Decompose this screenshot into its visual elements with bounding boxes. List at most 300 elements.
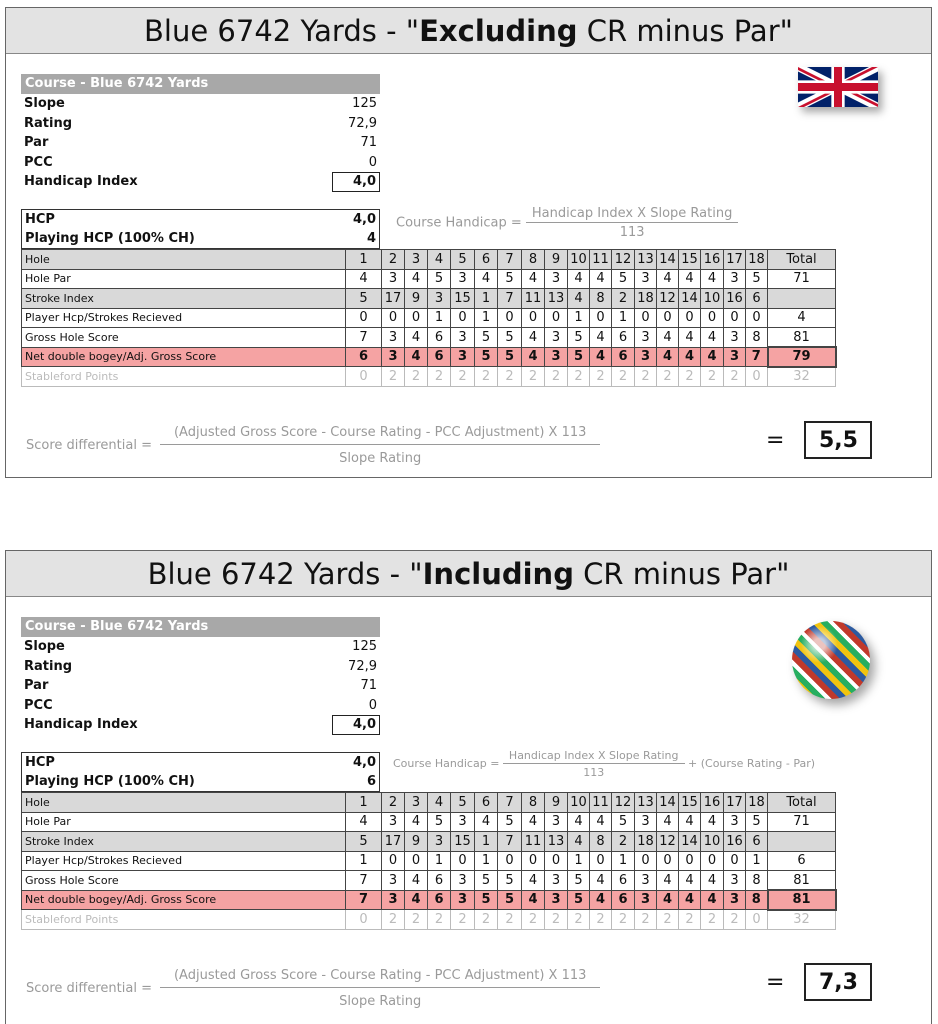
hole-cell: 3: [545, 269, 568, 289]
scorecard-table: [21, 249, 837, 387]
hole-cell: 0: [405, 851, 428, 871]
hole-cell: 4: [568, 269, 590, 289]
hole-cell[interactable]: 3: [451, 328, 475, 348]
rating-value: 72,9: [348, 115, 377, 131]
hole-cell[interactable]: 4: [701, 328, 724, 348]
hole-cell[interactable]: 3: [635, 871, 657, 891]
playing-hcp-row: Playing HCP (100% CH) 6: [25, 774, 376, 789]
hole-cell: 2: [679, 367, 701, 387]
hole-cell: 2: [545, 367, 568, 387]
hole-cell: 0: [724, 851, 746, 871]
hole-cell: 4: [522, 269, 545, 289]
hole-cell: 4: [568, 812, 590, 832]
hole-cell: 4: [657, 890, 679, 910]
hole-cell: 3: [545, 890, 568, 910]
hole-cell: 5: [612, 812, 635, 832]
hole-cell: 2: [428, 367, 451, 387]
hole-cell: 4: [701, 269, 724, 289]
hole-cell: 5: [498, 347, 522, 367]
score-differential-value: 5,5: [804, 421, 872, 459]
hole-cell: 1: [346, 793, 382, 813]
slope-value: 125: [352, 96, 377, 111]
hole-cell: 3: [382, 890, 405, 910]
hole-cell: 16: [724, 832, 746, 852]
hcp-row: HCP 4,0: [25, 755, 376, 770]
slope-value: 125: [352, 639, 377, 654]
hole-cell: 0: [701, 308, 724, 328]
handicap-index-input[interactable]: 4,0: [332, 715, 380, 735]
hole-cell: 4: [346, 812, 382, 832]
par-row: Par 71: [21, 133, 380, 153]
hcp-value: 4,0: [352, 755, 376, 770]
scorecard-row-net: [22, 347, 836, 367]
hcp-box: [21, 752, 380, 792]
hole-cell: 14: [679, 832, 701, 852]
hole-cell: 1: [428, 851, 451, 871]
hole-cell: 2: [545, 910, 568, 930]
hole-cell: 12: [612, 250, 635, 270]
course-info: [21, 74, 380, 192]
hole-cell: 4: [405, 812, 428, 832]
hole-cell: 2: [522, 910, 545, 930]
hole-cell: 2: [635, 910, 657, 930]
hole-cell: 6: [475, 793, 498, 813]
total-cell: Total: [768, 793, 836, 813]
playing-hcp-row: Playing HCP (100% CH) 4: [25, 231, 376, 246]
hole-cell: 12: [612, 793, 635, 813]
hole-cell: 7: [498, 793, 522, 813]
row-label: Net double bogey/Adj. Gross Score: [22, 890, 346, 910]
hole-cell: 3: [724, 269, 746, 289]
hole-cell: 0: [522, 851, 545, 871]
hole-cell: 5: [451, 250, 475, 270]
total-cell: 81: [768, 890, 836, 910]
hole-cell: 4: [590, 890, 612, 910]
hole-cell: 2: [568, 910, 590, 930]
hole-cell: 2: [612, 832, 635, 852]
hole-cell[interactable]: 4: [590, 871, 612, 891]
total-cell: 71: [768, 269, 836, 289]
hole-cell: 1: [346, 250, 382, 270]
hole-cell[interactable]: 3: [724, 871, 746, 891]
hole-cell[interactable]: 4: [679, 871, 701, 891]
hole-cell: 4: [701, 890, 724, 910]
hole-cell: 4: [657, 269, 679, 289]
hole-cell[interactable]: 3: [382, 328, 405, 348]
hole-cell[interactable]: 4: [522, 328, 545, 348]
row-label: Stroke Index: [22, 832, 346, 852]
hole-cell: 3: [545, 812, 568, 832]
hole-cell: 2: [590, 367, 612, 387]
hole-cell: 1: [568, 308, 590, 328]
handicap-index-input[interactable]: 4,0: [332, 172, 380, 192]
hole-cell: 0: [382, 851, 405, 871]
hole-cell: 18: [635, 832, 657, 852]
hole-cell: 12: [657, 832, 679, 852]
hole-cell: 2: [475, 910, 498, 930]
hole-cell: 1: [746, 851, 768, 871]
scorecard-row-si: [22, 832, 836, 852]
hole-cell: 3: [724, 347, 746, 367]
hole-cell: 5: [498, 269, 522, 289]
hole-cell: 9: [545, 793, 568, 813]
pcc-row: PCC 0: [21, 696, 380, 716]
hole-cell: 5: [428, 269, 451, 289]
rating-row: Rating 72,9: [21, 657, 380, 677]
hole-cell: 0: [746, 367, 768, 387]
hole-cell: 0: [382, 308, 405, 328]
hole-cell: 1: [475, 289, 498, 309]
hole-cell: 5: [612, 269, 635, 289]
hole-cell: 10: [568, 250, 590, 270]
hole-cell: 3: [405, 250, 428, 270]
hole-cell[interactable]: 3: [724, 328, 746, 348]
title-emphasis: Excluding: [419, 14, 578, 48]
hole-cell[interactable]: 6: [612, 871, 635, 891]
total-cell: [768, 832, 836, 852]
scorecard-row-stb: [22, 367, 836, 387]
hole-cell: 6: [746, 289, 768, 309]
scorecard-row-gross: [22, 328, 836, 348]
hole-cell: 5: [428, 812, 451, 832]
hole-cell: 15: [451, 289, 475, 309]
pcc-value: 0: [368, 697, 377, 713]
hole-cell: 4: [405, 347, 428, 367]
hole-cell: 4: [657, 812, 679, 832]
hole-cell: 3: [724, 812, 746, 832]
hole-cell: 4: [568, 832, 590, 852]
hole-cell[interactable]: 7: [346, 328, 382, 348]
row-label: Player Hcp/Strokes Recieved: [22, 851, 346, 871]
row-label: Hole: [22, 250, 346, 270]
hole-cell: 5: [498, 890, 522, 910]
hole-cell: 2: [498, 367, 522, 387]
row-label: Net double bogey/Adj. Gross Score: [22, 347, 346, 367]
total-cell: [768, 289, 836, 309]
hole-cell[interactable]: 4: [657, 328, 679, 348]
hole-cell: 8: [590, 832, 612, 852]
handicap-index-row: Handicap Index 4,0: [21, 715, 380, 735]
hole-cell: 2: [612, 289, 635, 309]
hole-cell: 9: [545, 250, 568, 270]
total-cell: 32: [768, 367, 836, 387]
hole-cell: 5: [346, 832, 382, 852]
hole-cell: 4: [701, 812, 724, 832]
rating-value: 72,9: [348, 658, 377, 674]
hole-cell: 3: [451, 812, 475, 832]
hole-cell: 7: [346, 890, 382, 910]
slope-row: Slope 125: [21, 637, 380, 657]
rating-row: Rating 72,9: [21, 114, 380, 134]
hole-cell: 4: [522, 347, 545, 367]
row-label: Hole Par: [22, 812, 346, 832]
hole-cell[interactable]: 3: [382, 871, 405, 891]
hole-cell[interactable]: 3: [545, 871, 568, 891]
hole-cell: 0: [635, 308, 657, 328]
hole-cell: 8: [746, 890, 768, 910]
hole-cell: 4: [428, 250, 451, 270]
hole-cell: 3: [382, 269, 405, 289]
hcp-row: HCP 4,0: [25, 212, 376, 227]
hole-cell: 4: [522, 890, 545, 910]
hole-cell: 17: [724, 793, 746, 813]
hole-cell: 3: [451, 347, 475, 367]
total-cell: 4: [768, 308, 836, 328]
hole-cell: 6: [612, 890, 635, 910]
hole-cell[interactable]: 8: [746, 328, 768, 348]
hole-cell: 5: [746, 269, 768, 289]
hole-cell: 5: [475, 347, 498, 367]
hole-cell[interactable]: 6: [428, 871, 451, 891]
hole-cell: 9: [405, 832, 428, 852]
scorecard-row-strokes: [22, 851, 836, 871]
hole-cell: 1: [475, 308, 498, 328]
hole-cell: 0: [405, 308, 428, 328]
hole-cell[interactable]: 4: [405, 871, 428, 891]
hole-cell: 2: [382, 793, 405, 813]
scorecard-table: [21, 792, 837, 930]
hole-cell: 0: [679, 308, 701, 328]
row-label: Stroke Index: [22, 289, 346, 309]
hole-cell: 4: [590, 269, 612, 289]
hole-cell: 5: [475, 890, 498, 910]
row-label: Stableford Points: [22, 367, 346, 387]
score-differential-value: 7,3: [804, 963, 872, 1001]
hole-cell: 6: [746, 832, 768, 852]
hole-cell: 4: [701, 347, 724, 367]
hole-cell[interactable]: 4: [701, 871, 724, 891]
hole-cell: 4: [405, 269, 428, 289]
hole-cell: 0: [590, 308, 612, 328]
hole-cell: 2: [612, 910, 635, 930]
hole-cell: 11: [522, 289, 545, 309]
hole-cell: 4: [475, 812, 498, 832]
hole-cell: 2: [701, 367, 724, 387]
course-header: Course - Blue 6742 Yards: [21, 74, 380, 94]
hole-cell: 0: [498, 308, 522, 328]
hole-cell: 2: [657, 910, 679, 930]
row-label: Hole: [22, 793, 346, 813]
hole-cell[interactable]: 4: [679, 328, 701, 348]
hole-cell: 3: [428, 289, 451, 309]
hole-cell[interactable]: 7: [346, 871, 382, 891]
hole-cell[interactable]: 6: [428, 328, 451, 348]
hole-cell: 0: [545, 851, 568, 871]
hole-cell: 2: [382, 250, 405, 270]
hole-cell: 7: [746, 347, 768, 367]
total-cell: 79: [768, 347, 836, 367]
hole-cell[interactable]: 5: [568, 871, 590, 891]
hole-cell[interactable]: 5: [475, 871, 498, 891]
hole-cell: 0: [679, 851, 701, 871]
hcp-value: 4,0: [352, 212, 376, 227]
hole-cell: 4: [679, 347, 701, 367]
playing-hcp-value: 4: [366, 231, 376, 246]
hole-cell: 7: [498, 250, 522, 270]
hole-cell: 2: [657, 367, 679, 387]
hole-cell: 3: [405, 793, 428, 813]
hole-cell: 0: [498, 851, 522, 871]
hole-cell: 0: [545, 308, 568, 328]
hole-cell: 0: [346, 910, 382, 930]
hole-cell: 2: [405, 910, 428, 930]
hole-cell: 14: [657, 793, 679, 813]
title-emphasis: Including: [422, 557, 574, 591]
hole-cell: 1: [475, 851, 498, 871]
row-label: Gross Hole Score: [22, 871, 346, 891]
hole-cell[interactable]: 3: [451, 871, 475, 891]
hole-cell[interactable]: 4: [522, 871, 545, 891]
hole-cell: 3: [635, 347, 657, 367]
hole-cell: 3: [635, 812, 657, 832]
hole-cell: 3: [635, 890, 657, 910]
hole-cell: 3: [451, 269, 475, 289]
hole-cell: 1: [612, 851, 635, 871]
hole-cell: 3: [635, 269, 657, 289]
hole-cell: 2: [522, 367, 545, 387]
hole-cell: 4: [475, 269, 498, 289]
hole-cell: 3: [428, 832, 451, 852]
hole-cell: 2: [590, 910, 612, 930]
hole-cell: 1: [346, 851, 382, 871]
slope-row: Slope 125: [21, 94, 380, 114]
panel-title: Blue 6742 Yards - "Excluding CR minus Par": [6, 8, 931, 54]
hole-cell: 0: [701, 851, 724, 871]
hole-cell: 2: [724, 910, 746, 930]
hole-cell: 13: [545, 832, 568, 852]
scorecard-row-par: [22, 812, 836, 832]
hole-cell[interactable]: 4: [405, 328, 428, 348]
course-info: [21, 617, 380, 735]
hole-cell: 6: [428, 347, 451, 367]
uk-flag-icon: [798, 67, 878, 107]
hole-cell: 9: [405, 289, 428, 309]
hole-cell: 5: [498, 812, 522, 832]
score-differential-result: = 7,3: [766, 963, 872, 1001]
hole-cell: 15: [451, 832, 475, 852]
row-label: Hole Par: [22, 269, 346, 289]
scorecard-row-hole: [22, 793, 836, 813]
par-value: 71: [360, 135, 377, 150]
hole-cell: 13: [545, 289, 568, 309]
hole-cell: 3: [382, 347, 405, 367]
hole-cell: 17: [382, 832, 405, 852]
scorecard-row-par: [22, 269, 836, 289]
hole-cell: 7: [498, 289, 522, 309]
hole-cell: 5: [568, 890, 590, 910]
hole-cell[interactable]: 8: [746, 871, 768, 891]
hole-cell: 2: [612, 367, 635, 387]
hole-cell: 1: [568, 851, 590, 871]
hole-cell: 4: [590, 812, 612, 832]
hole-cell: 0: [346, 367, 382, 387]
hole-cell: 0: [657, 308, 679, 328]
scorecard-row-net: [22, 890, 836, 910]
course-handicap-formula: Course Handicap = $\frac{\text{Handicap Index X Slope Rating}}{113}$ + (Course Rating - Par): [393, 749, 816, 779]
hole-cell: 2: [451, 367, 475, 387]
hole-cell: 18: [746, 793, 768, 813]
world-flags-globe-icon: [792, 621, 870, 699]
hole-cell[interactable]: 5: [498, 328, 522, 348]
total-cell: 71: [768, 812, 836, 832]
hole-cell: 6: [612, 347, 635, 367]
hole-cell: 3: [451, 890, 475, 910]
total-cell: 6: [768, 851, 836, 871]
hole-cell[interactable]: 5: [498, 871, 522, 891]
hole-cell: 11: [522, 832, 545, 852]
hole-cell: 2: [679, 910, 701, 930]
hole-cell: 2: [475, 367, 498, 387]
hole-cell: 2: [382, 367, 405, 387]
hole-cell: 2: [635, 367, 657, 387]
hole-cell: 0: [451, 308, 475, 328]
hole-cell: 8: [522, 793, 545, 813]
hole-cell: 6: [475, 250, 498, 270]
hole-cell: 7: [498, 832, 522, 852]
pcc-value: 0: [368, 154, 377, 170]
scorecard-row-stb: [22, 910, 836, 930]
hole-cell: 3: [545, 347, 568, 367]
hole-cell: 10: [568, 793, 590, 813]
hole-cell: 10: [701, 832, 724, 852]
hole-cell[interactable]: 3: [635, 328, 657, 348]
hole-cell: 0: [724, 308, 746, 328]
hole-cell: 5: [568, 347, 590, 367]
hole-cell: 4: [590, 347, 612, 367]
hole-cell[interactable]: 6: [612, 328, 635, 348]
hole-cell[interactable]: 3: [545, 328, 568, 348]
hole-cell: 8: [522, 250, 545, 270]
hole-cell: 13: [635, 793, 657, 813]
hole-cell: 2: [568, 367, 590, 387]
hole-cell[interactable]: 5: [475, 328, 498, 348]
hole-cell: 2: [451, 910, 475, 930]
hole-cell[interactable]: 4: [657, 871, 679, 891]
scorecard-row-gross: [22, 871, 836, 891]
hole-cell: 17: [724, 250, 746, 270]
hcp-box: [21, 209, 380, 249]
hole-cell: 14: [679, 289, 701, 309]
hole-cell: 18: [635, 289, 657, 309]
handicap-index-row: Handicap Index 4,0: [21, 172, 380, 192]
pcc-row: PCC 0: [21, 153, 380, 173]
panel-title: Blue 6742 Yards - "Including CR minus Par": [6, 551, 931, 597]
par-value: 71: [360, 678, 377, 693]
hole-cell: 5: [451, 793, 475, 813]
row-label: Gross Hole Score: [22, 328, 346, 348]
hole-cell: 8: [590, 289, 612, 309]
hole-cell[interactable]: 4: [590, 328, 612, 348]
total-cell: Total: [768, 250, 836, 270]
hole-cell: 0: [635, 851, 657, 871]
hole-cell: 2: [405, 367, 428, 387]
hole-cell: 11: [590, 793, 612, 813]
hole-cell: 1: [612, 308, 635, 328]
hole-cell: 4: [657, 347, 679, 367]
score-panel: [5, 550, 932, 1024]
scorecard-row-si: [22, 289, 836, 309]
hole-cell: 11: [590, 250, 612, 270]
hole-cell: 0: [522, 308, 545, 328]
hole-cell: 10: [701, 289, 724, 309]
playing-hcp-value: 6: [366, 774, 376, 789]
hole-cell: 12: [657, 289, 679, 309]
hole-cell[interactable]: 5: [568, 328, 590, 348]
hole-cell: 13: [635, 250, 657, 270]
hole-cell: 6: [428, 890, 451, 910]
hole-cell: 14: [657, 250, 679, 270]
hole-cell: 4: [679, 269, 701, 289]
